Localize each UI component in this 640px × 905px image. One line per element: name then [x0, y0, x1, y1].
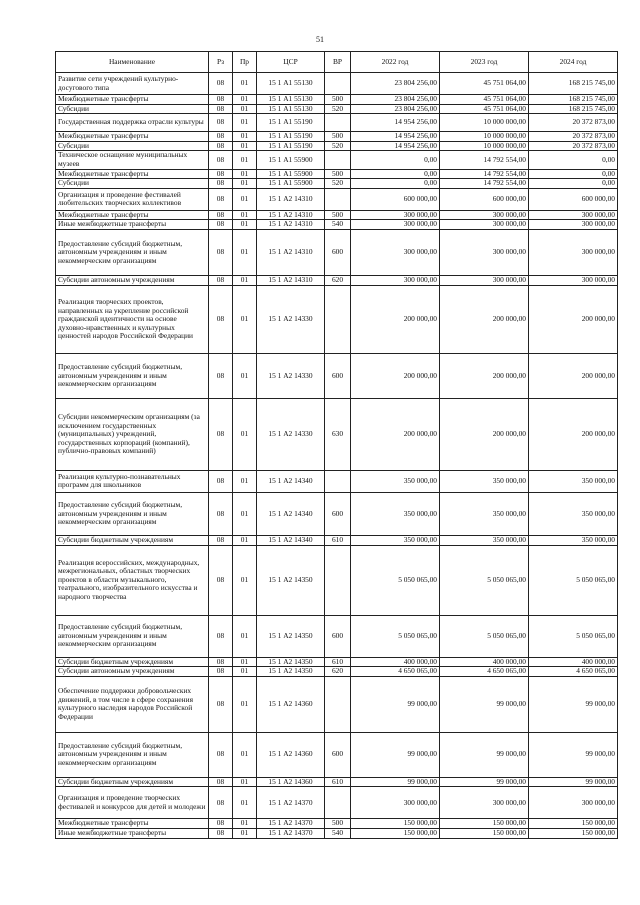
cell-2022: 350 000,00	[351, 470, 440, 492]
cell-vr	[325, 114, 351, 132]
cell-csr: 15 1 А2 14330	[257, 285, 325, 353]
cell-pr: 01	[233, 229, 257, 275]
cell-2023: 99 000,00	[440, 732, 529, 777]
cell-csr: 15 1 А2 14310	[257, 188, 325, 210]
cell-pr: 01	[233, 151, 257, 169]
cell-rz: 08	[209, 676, 233, 732]
cell-2022: 0,00	[351, 151, 440, 169]
cell-2024: 350 000,00	[529, 470, 618, 492]
cell-vr: 540	[325, 220, 351, 230]
cell-rz: 08	[209, 188, 233, 210]
cell-pr: 01	[233, 353, 257, 398]
cell-csr: 15 1 А2 14340	[257, 470, 325, 492]
cell-rz: 08	[209, 353, 233, 398]
cell-vr	[325, 151, 351, 169]
cell-csr: 15 1 А1 55190	[257, 114, 325, 132]
cell-pr: 01	[233, 657, 257, 667]
cell-rz: 08	[209, 732, 233, 777]
cell-2023: 350 000,00	[440, 492, 529, 535]
cell-rz: 08	[209, 95, 233, 105]
table-row	[56, 114, 618, 132]
cell-2022: 99 000,00	[351, 676, 440, 732]
table-row	[56, 151, 618, 169]
cell-2024: 5 050 065,00	[529, 615, 618, 657]
header-rz: Рз	[209, 52, 233, 73]
cell-2022: 0,00	[351, 169, 440, 179]
cell-pr: 01	[233, 210, 257, 220]
cell-2023: 5 050 065,00	[440, 545, 529, 615]
cell-rz: 08	[209, 229, 233, 275]
table-row	[56, 179, 618, 189]
cell-rz: 08	[209, 169, 233, 179]
cell-2022: 300 000,00	[351, 229, 440, 275]
cell-2023: 200 000,00	[440, 353, 529, 398]
cell-csr: 15 1 А1 55130	[257, 104, 325, 114]
table-row	[56, 220, 618, 230]
table-row	[56, 787, 618, 819]
cell-csr: 15 1 А2 14360	[257, 676, 325, 732]
cell-2024: 300 000,00	[529, 229, 618, 275]
cell-2024: 0,00	[529, 179, 618, 189]
table-row	[56, 275, 618, 285]
cell-2022: 23 804 256,00	[351, 104, 440, 114]
cell-vr: 500	[325, 210, 351, 220]
cell-2022: 350 000,00	[351, 535, 440, 545]
cell-pr: 01	[233, 828, 257, 838]
table-row	[56, 828, 618, 838]
cell-2022: 200 000,00	[351, 353, 440, 398]
cell-pr: 01	[233, 545, 257, 615]
cell-2023: 4 650 065,00	[440, 667, 529, 677]
cell-name: Субсидии бюджетным учреждениям	[56, 535, 209, 545]
cell-2023: 10 000 000,00	[440, 114, 529, 132]
cell-name: Субсидии некоммерческим организациям (за исключением государственных (муниципальных) учреждений, государственных корпораций (компаний), публично-правовых компаний)	[56, 398, 209, 470]
cell-vr	[325, 787, 351, 819]
cell-2023: 14 792 554,00	[440, 151, 529, 169]
cell-2023: 200 000,00	[440, 285, 529, 353]
cell-2023: 14 792 554,00	[440, 179, 529, 189]
cell-pr: 01	[233, 179, 257, 189]
cell-2024: 4 650 065,00	[529, 667, 618, 677]
cell-2022: 5 050 065,00	[351, 615, 440, 657]
cell-vr: 500	[325, 169, 351, 179]
cell-vr: 600	[325, 229, 351, 275]
table-row	[56, 73, 618, 95]
cell-pr: 01	[233, 615, 257, 657]
cell-rz: 08	[209, 777, 233, 787]
cell-rz: 08	[209, 657, 233, 667]
cell-2024: 200 000,00	[529, 285, 618, 353]
cell-2023: 300 000,00	[440, 275, 529, 285]
table-row	[56, 188, 618, 210]
cell-csr: 15 1 А2 14370	[257, 787, 325, 819]
table-row	[56, 169, 618, 179]
cell-2024: 20 372 873,00	[529, 114, 618, 132]
cell-csr: 15 1 А2 14330	[257, 398, 325, 470]
cell-csr: 15 1 А2 14340	[257, 535, 325, 545]
cell-pr: 01	[233, 732, 257, 777]
cell-2024: 300 000,00	[529, 275, 618, 285]
cell-vr	[325, 73, 351, 95]
cell-2023: 99 000,00	[440, 777, 529, 787]
cell-2024: 350 000,00	[529, 535, 618, 545]
cell-vr	[325, 188, 351, 210]
cell-csr: 15 1 А1 55190	[257, 132, 325, 142]
cell-2024: 168 215 745,00	[529, 95, 618, 105]
cell-pr: 01	[233, 535, 257, 545]
cell-2022: 14 954 256,00	[351, 132, 440, 142]
header-2023: 2023 год	[440, 52, 529, 73]
cell-2023: 400 000,00	[440, 657, 529, 667]
cell-rz: 08	[209, 285, 233, 353]
cell-2023: 5 050 065,00	[440, 615, 529, 657]
cell-pr: 01	[233, 492, 257, 535]
cell-2022: 14 954 256,00	[351, 114, 440, 132]
header-pr: Пр	[233, 52, 257, 73]
cell-name: Субсидии	[56, 104, 209, 114]
cell-vr: 600	[325, 615, 351, 657]
cell-2023: 300 000,00	[440, 210, 529, 220]
cell-vr: 610	[325, 657, 351, 667]
cell-2022: 23 804 256,00	[351, 73, 440, 95]
cell-name: Предоставление субсидий бюджетным, автономным учреждениям и иным некоммерческим организациям	[56, 492, 209, 535]
cell-name: Межбюджетные трансферты	[56, 95, 209, 105]
cell-2023: 150 000,00	[440, 819, 529, 829]
cell-2023: 10 000 000,00	[440, 141, 529, 151]
cell-2022: 99 000,00	[351, 732, 440, 777]
cell-rz: 08	[209, 275, 233, 285]
cell-vr: 500	[325, 95, 351, 105]
cell-name: Техническое оснащение муниципальных музеев	[56, 151, 209, 169]
cell-vr: 520	[325, 104, 351, 114]
cell-pr: 01	[233, 73, 257, 95]
cell-2024: 300 000,00	[529, 220, 618, 230]
cell-2024: 200 000,00	[529, 353, 618, 398]
cell-name: Предоставление субсидий бюджетным, автономным учреждениям и иным некоммерческим организациям	[56, 615, 209, 657]
table-row	[56, 819, 618, 829]
table-row	[56, 470, 618, 492]
cell-pr: 01	[233, 285, 257, 353]
cell-2024: 20 372 873,00	[529, 132, 618, 142]
cell-2023: 99 000,00	[440, 676, 529, 732]
cell-2023: 14 792 554,00	[440, 169, 529, 179]
cell-name: Организация и проведение творческих фестивалей и конкурсов для детей и молодежи	[56, 787, 209, 819]
table-row	[56, 492, 618, 535]
cell-csr: 15 1 А2 14310	[257, 229, 325, 275]
table-row	[56, 104, 618, 114]
cell-2024: 350 000,00	[529, 492, 618, 535]
table-row	[56, 732, 618, 777]
cell-2023: 45 751 064,00	[440, 104, 529, 114]
cell-rz: 08	[209, 151, 233, 169]
cell-2022: 350 000,00	[351, 492, 440, 535]
cell-pr: 01	[233, 667, 257, 677]
cell-pr: 01	[233, 777, 257, 787]
cell-2024: 5 050 065,00	[529, 545, 618, 615]
cell-2022: 300 000,00	[351, 210, 440, 220]
cell-2023: 200 000,00	[440, 398, 529, 470]
cell-name: Субсидии	[56, 179, 209, 189]
header-2024: 2024 год	[529, 52, 618, 73]
cell-pr: 01	[233, 220, 257, 230]
cell-rz: 08	[209, 615, 233, 657]
table-row	[56, 777, 618, 787]
cell-rz: 08	[209, 787, 233, 819]
table-body	[56, 73, 618, 839]
cell-2024: 99 000,00	[529, 732, 618, 777]
cell-name: Иные межбюджетные трансферты	[56, 220, 209, 230]
cell-rz: 08	[209, 104, 233, 114]
cell-2022: 300 000,00	[351, 787, 440, 819]
cell-rz: 08	[209, 398, 233, 470]
table-row	[56, 535, 618, 545]
cell-pr: 01	[233, 819, 257, 829]
cell-rz: 08	[209, 828, 233, 838]
cell-2024: 150 000,00	[529, 819, 618, 829]
cell-rz: 08	[209, 535, 233, 545]
cell-csr: 15 1 А2 14310	[257, 220, 325, 230]
cell-csr: 15 1 А1 55900	[257, 151, 325, 169]
cell-name: Субсидии автономным учреждениям	[56, 275, 209, 285]
table-row	[56, 657, 618, 667]
header-name: Наименование	[56, 52, 209, 73]
cell-2023: 350 000,00	[440, 470, 529, 492]
cell-name: Межбюджетные трансферты	[56, 210, 209, 220]
cell-name: Иные межбюджетные трансферты	[56, 828, 209, 838]
cell-csr: 15 1 А2 14360	[257, 732, 325, 777]
cell-2024: 99 000,00	[529, 676, 618, 732]
cell-pr: 01	[233, 104, 257, 114]
cell-2022: 300 000,00	[351, 275, 440, 285]
cell-2022: 0,00	[351, 179, 440, 189]
cell-2022: 150 000,00	[351, 819, 440, 829]
cell-vr: 620	[325, 275, 351, 285]
cell-csr: 15 1 А2 14350	[257, 657, 325, 667]
cell-name: Организация и проведение фестивалей любительских творческих коллективов	[56, 188, 209, 210]
cell-2022: 150 000,00	[351, 828, 440, 838]
cell-csr: 15 1 А2 14360	[257, 777, 325, 787]
cell-vr: 600	[325, 492, 351, 535]
cell-name: Межбюджетные трансферты	[56, 819, 209, 829]
cell-2024: 99 000,00	[529, 777, 618, 787]
cell-2024: 20 372 873,00	[529, 141, 618, 151]
cell-csr: 15 1 А1 55130	[257, 73, 325, 95]
cell-2022: 600 000,00	[351, 188, 440, 210]
cell-pr: 01	[233, 132, 257, 142]
cell-2022: 5 050 065,00	[351, 545, 440, 615]
cell-pr: 01	[233, 169, 257, 179]
table-row	[56, 210, 618, 220]
cell-vr: 520	[325, 141, 351, 151]
cell-name: Предоставление субсидий бюджетным, автономным учреждениям и иным некоммерческим организациям	[56, 353, 209, 398]
cell-2022: 300 000,00	[351, 220, 440, 230]
cell-rz: 08	[209, 114, 233, 132]
cell-csr: 15 1 А2 14350	[257, 545, 325, 615]
header-csr: ЦСР	[257, 52, 325, 73]
cell-csr: 15 1 А2 14340	[257, 492, 325, 535]
cell-vr	[325, 470, 351, 492]
cell-name: Предоставление субсидий бюджетным, автономным учреждениям и иным некоммерческим организациям	[56, 229, 209, 275]
cell-name: Реализация культурно-познавательных программ для школьников	[56, 470, 209, 492]
cell-vr: 630	[325, 398, 351, 470]
cell-vr: 610	[325, 535, 351, 545]
cell-2024: 150 000,00	[529, 828, 618, 838]
table-row	[56, 285, 618, 353]
cell-pr: 01	[233, 188, 257, 210]
cell-vr: 500	[325, 819, 351, 829]
table-row	[56, 353, 618, 398]
cell-2024: 300 000,00	[529, 787, 618, 819]
cell-csr: 15 1 А2 14370	[257, 828, 325, 838]
cell-2022: 400 000,00	[351, 657, 440, 667]
cell-pr: 01	[233, 676, 257, 732]
header-2022: 2022 год	[351, 52, 440, 73]
cell-pr: 01	[233, 787, 257, 819]
table-row	[56, 676, 618, 732]
cell-2023: 300 000,00	[440, 787, 529, 819]
cell-name: Субсидии бюджетным учреждениям	[56, 657, 209, 667]
budget-table	[55, 51, 618, 839]
cell-2023: 150 000,00	[440, 828, 529, 838]
cell-pr: 01	[233, 275, 257, 285]
cell-2024: 168 215 745,00	[529, 104, 618, 114]
table-row	[56, 229, 618, 275]
cell-vr	[325, 545, 351, 615]
cell-vr: 500	[325, 132, 351, 142]
cell-2024: 300 000,00	[529, 210, 618, 220]
cell-name: Реализация творческих проектов, направленных на укрепление российской гражданской идентичности на основе духовно-нравственных и культурных ценностей народов Российской Федерации	[56, 285, 209, 353]
table-row	[56, 545, 618, 615]
cell-vr	[325, 285, 351, 353]
cell-2024: 168 215 745,00	[529, 73, 618, 95]
cell-csr: 15 1 А2 14310	[257, 275, 325, 285]
table-row	[56, 667, 618, 677]
cell-rz: 08	[209, 492, 233, 535]
cell-rz: 08	[209, 141, 233, 151]
cell-name: Развитие сети учреждений культурно-досугового типа	[56, 73, 209, 95]
page-number: 51	[316, 35, 324, 44]
table-header-row	[56, 52, 618, 73]
cell-name: Субсидии	[56, 141, 209, 151]
cell-vr: 610	[325, 777, 351, 787]
cell-csr: 15 1 А1 55190	[257, 141, 325, 151]
cell-2024: 0,00	[529, 151, 618, 169]
cell-2023: 600 000,00	[440, 188, 529, 210]
cell-name: Субсидии автономным учреждениям	[56, 667, 209, 677]
cell-pr: 01	[233, 95, 257, 105]
cell-name: Субсидии бюджетным учреждениям	[56, 777, 209, 787]
cell-rz: 08	[209, 132, 233, 142]
table-row	[56, 615, 618, 657]
cell-vr	[325, 676, 351, 732]
table-row	[56, 132, 618, 142]
cell-name: Реализация всероссийских, международных, межрегиональных, областных творческих проектов в области музыкального, театрального, изобразительного искусства и народного творчества	[56, 545, 209, 615]
cell-csr: 15 1 А1 55900	[257, 169, 325, 179]
cell-2024: 400 000,00	[529, 657, 618, 667]
table-row	[56, 141, 618, 151]
cell-rz: 08	[209, 545, 233, 615]
cell-2022: 23 804 256,00	[351, 95, 440, 105]
cell-vr: 600	[325, 353, 351, 398]
cell-name: Предоставление субсидий бюджетным, автономным учреждениям и иным некоммерческим организациям	[56, 732, 209, 777]
cell-pr: 01	[233, 470, 257, 492]
cell-name: Межбюджетные трансферты	[56, 169, 209, 179]
cell-csr: 15 1 А1 55900	[257, 179, 325, 189]
table-row	[56, 398, 618, 470]
cell-2023: 350 000,00	[440, 535, 529, 545]
cell-2024: 600 000,00	[529, 188, 618, 210]
cell-2023: 45 751 064,00	[440, 95, 529, 105]
cell-2023: 10 000 000,00	[440, 132, 529, 142]
table-row	[56, 95, 618, 105]
cell-vr: 520	[325, 179, 351, 189]
cell-pr: 01	[233, 141, 257, 151]
cell-rz: 08	[209, 667, 233, 677]
cell-rz: 08	[209, 470, 233, 492]
cell-2022: 99 000,00	[351, 777, 440, 787]
cell-csr: 15 1 А2 14350	[257, 667, 325, 677]
cell-rz: 08	[209, 819, 233, 829]
cell-rz: 08	[209, 210, 233, 220]
cell-name: Межбюджетные трансферты	[56, 132, 209, 142]
cell-2023: 45 751 064,00	[440, 73, 529, 95]
cell-vr: 540	[325, 828, 351, 838]
cell-2022: 200 000,00	[351, 398, 440, 470]
cell-2023: 300 000,00	[440, 220, 529, 230]
cell-2023: 300 000,00	[440, 229, 529, 275]
cell-vr: 600	[325, 732, 351, 777]
cell-name: Государственная поддержка отрасли культуры	[56, 114, 209, 132]
header-vr: ВР	[325, 52, 351, 73]
cell-csr: 15 1 А2 14350	[257, 615, 325, 657]
cell-2024: 0,00	[529, 169, 618, 179]
cell-csr: 15 1 А2 14370	[257, 819, 325, 829]
cell-rz: 08	[209, 220, 233, 230]
cell-2022: 200 000,00	[351, 285, 440, 353]
cell-pr: 01	[233, 114, 257, 132]
cell-2022: 4 650 065,00	[351, 667, 440, 677]
cell-vr: 620	[325, 667, 351, 677]
cell-csr: 15 1 А2 14330	[257, 353, 325, 398]
cell-csr: 15 1 А1 55130	[257, 95, 325, 105]
cell-rz: 08	[209, 179, 233, 189]
cell-pr: 01	[233, 398, 257, 470]
cell-2022: 14 954 256,00	[351, 141, 440, 151]
cell-rz: 08	[209, 73, 233, 95]
cell-name: Обеспечение поддержки добровольческих движений, в том числе в сфере сохранения культурного наследия народов Российской Федерации	[56, 676, 209, 732]
cell-2024: 200 000,00	[529, 398, 618, 470]
cell-csr: 15 1 А2 14310	[257, 210, 325, 220]
